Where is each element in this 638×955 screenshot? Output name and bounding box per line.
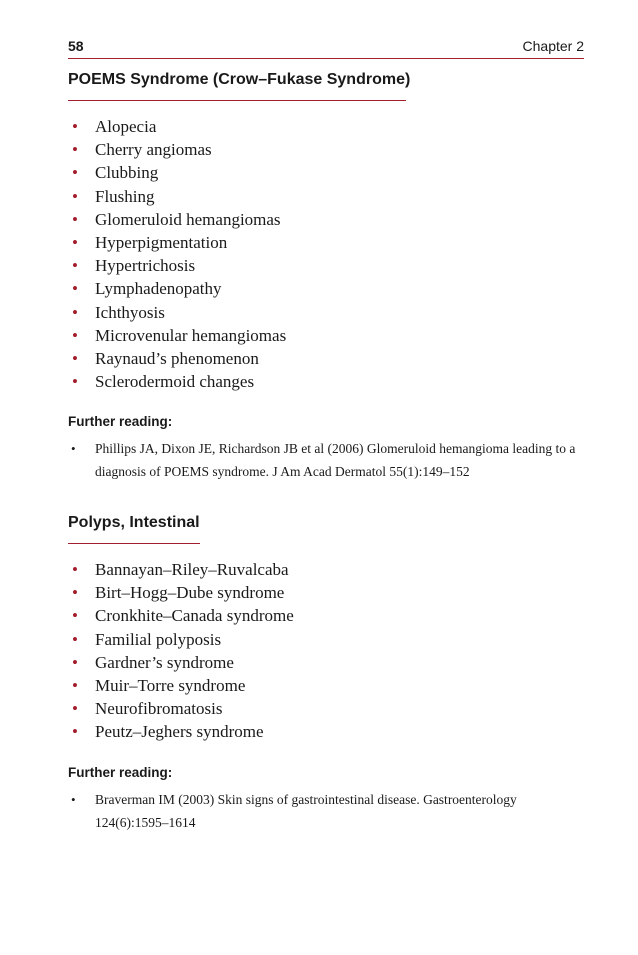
bullet-dot-icon: •	[72, 699, 78, 719]
bullet-dot-icon: •	[72, 675, 78, 695]
list-item: • Cherry angiomas	[68, 138, 584, 161]
bullet-dot-icon: •	[72, 279, 78, 299]
section-title: Polyps, Intestinal	[68, 514, 200, 531]
further-reading-label: Further reading:	[68, 764, 173, 780]
bullet-dot-icon: •	[72, 652, 78, 672]
list-item: • Birt–Hogg–Dube syndrome	[68, 581, 584, 604]
bullet-dot-icon: •	[72, 348, 78, 368]
list-item: • Neurofibromatosis	[68, 697, 584, 720]
list-item: • Glomeruloid hemangiomas	[68, 208, 584, 231]
bullet-dot-icon: •	[72, 232, 78, 252]
bullet-dot-icon: •	[72, 372, 78, 392]
reference-item: • Braverman IM (2003) Skin signs of gastrointestinal disease. Gastroenterology 124(6):1595–1614	[68, 788, 584, 834]
list-item: • Hyperpigmentation	[68, 231, 584, 254]
list-item: • Flushing	[68, 185, 584, 208]
bullet-dot-icon: •	[72, 325, 78, 345]
list-item: • Raynaud’s phenomenon	[68, 347, 584, 370]
list-item: • Hypertrichosis	[68, 254, 584, 277]
list-item: • Lymphadenopathy	[68, 277, 584, 300]
bullet-list	[68, 115, 584, 393]
page-header	[68, 36, 584, 59]
bullet-dot-icon: •	[72, 583, 78, 603]
bullet-list	[68, 558, 584, 744]
bullet-dot-icon: •	[72, 117, 78, 136]
list-item: • Muir–Torre syndrome	[68, 674, 584, 697]
bullet-dot-icon: •	[72, 302, 78, 322]
chapter-label: Chapter 2	[522, 38, 584, 54]
bullet-dot-icon: •	[72, 209, 78, 229]
section-polyps-intestinal	[68, 513, 584, 834]
reference-list	[68, 788, 584, 834]
list-item: • Gardner’s syndrome	[68, 651, 584, 674]
bullet-dot-icon: •	[72, 722, 78, 742]
section-title-rule	[68, 100, 406, 101]
bullet-dot-icon: •	[72, 256, 78, 276]
section-title: POEMS Syndrome (Crow–Fukase Syndrome)	[68, 71, 411, 88]
list-item: • Bannayan–Riley–Ruvalcaba	[68, 558, 584, 581]
reference-list	[68, 437, 584, 483]
bullet-dot-icon: •	[72, 163, 78, 183]
bullet-dot-icon: •	[72, 140, 78, 160]
list-item: • Alopecia	[68, 115, 584, 138]
list-item: • Ichthyosis	[68, 301, 584, 324]
bullet-dot-icon: •	[72, 560, 78, 579]
list-item: • Sclerodermoid changes	[68, 370, 584, 393]
bullet-dot-icon: •	[72, 629, 78, 649]
reference-item: • Phillips JA, Dixon JE, Richardson JB et al (2006) Glomeruloid hemangioma leading to a diagnosis of POEMS syndrome. J Am Acad Dermatol 55(1):149–152	[68, 437, 584, 483]
section-title-rule	[68, 543, 200, 544]
list-item: • Microvenular hemangiomas	[68, 324, 584, 347]
bullet-dot-icon: •	[72, 606, 78, 626]
bullet-dot-icon: •	[71, 441, 76, 457]
bullet-dot-icon: •	[72, 186, 78, 206]
further-reading-label: Further reading:	[68, 414, 173, 430]
bullet-dot-icon: •	[71, 791, 76, 807]
list-item: • Familial polyposis	[68, 628, 584, 651]
list-item: • Clubbing	[68, 161, 584, 184]
list-item: • Cronkhite–Canada syndrome	[68, 604, 584, 627]
section-poems-syndrome	[68, 70, 584, 483]
list-item: • Peutz–Jeghers syndrome	[68, 720, 584, 743]
page-number: 58	[68, 38, 84, 54]
